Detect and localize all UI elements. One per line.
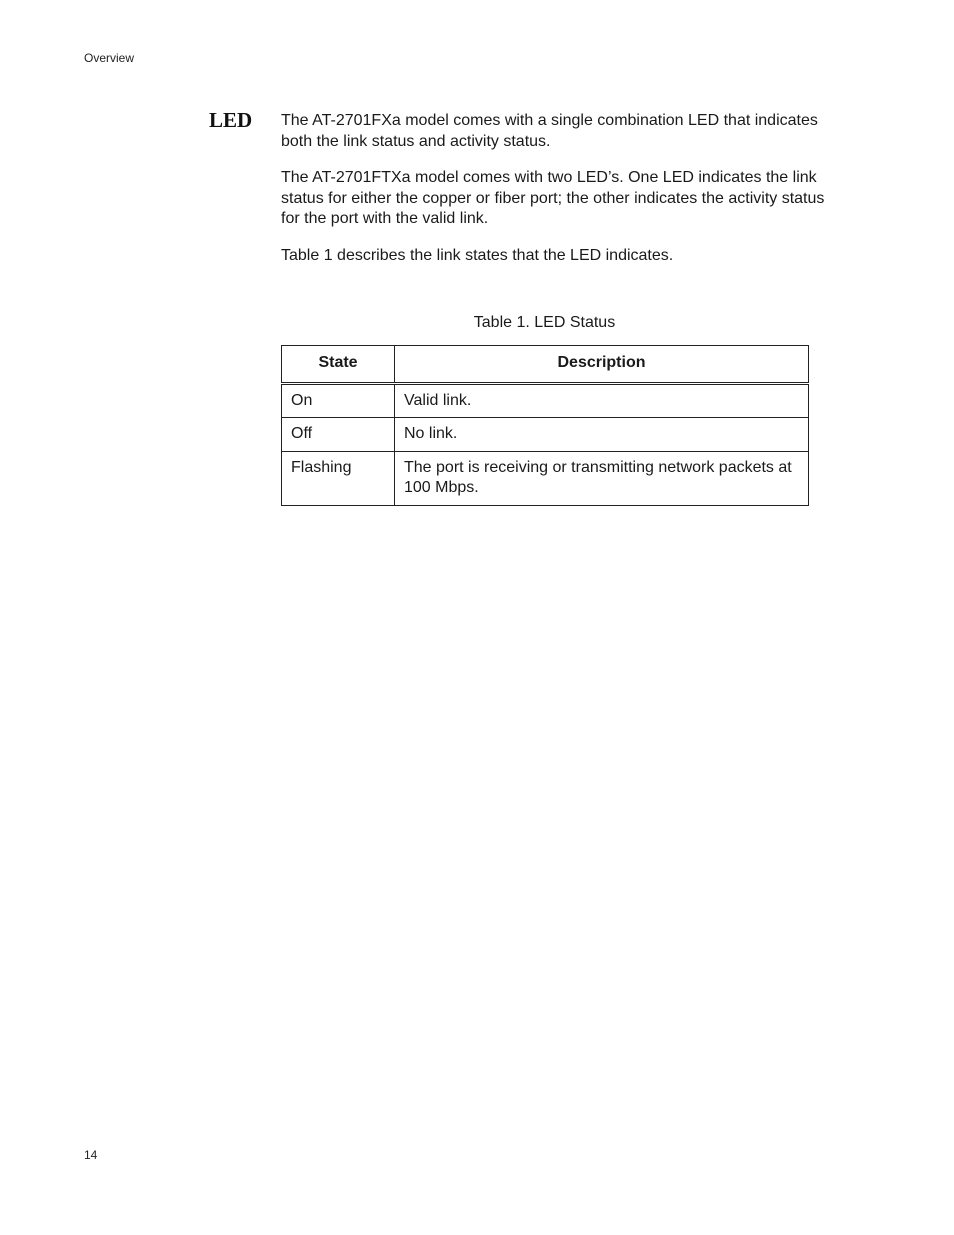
- led-status-table: [281, 345, 809, 506]
- column-header-description: Description: [395, 346, 809, 384]
- state-cell: Off: [282, 418, 395, 452]
- state-cell: On: [282, 383, 395, 418]
- section-body: [281, 111, 846, 282]
- table-row: [282, 383, 809, 418]
- running-header: Overview: [84, 51, 135, 65]
- table-header-row: [282, 346, 809, 384]
- section-heading: LED: [209, 108, 253, 132]
- paragraph-table-reference: Table 1 describes the link states that the LED indicates.: [281, 246, 674, 264]
- description-cell: No link.: [395, 418, 809, 452]
- paragraph-ftxa-model: The AT-2701FTXa model comes with two LED’s. One LED indicates the link status for either the copper or fiber port; the other indicates the activity status for the port with the valid link.: [281, 169, 825, 227]
- description-cell: Valid link.: [395, 383, 809, 418]
- table-caption: Table 1. LED Status: [473, 314, 616, 331]
- paragraph-fxa-model: The AT-2701FXa model comes with a single combination LED that indicates both the link status and activity status.: [281, 112, 818, 150]
- table-row: [282, 418, 809, 452]
- column-header-state: State: [282, 346, 395, 384]
- table-row: [282, 451, 809, 505]
- page-number: 14: [84, 1148, 98, 1162]
- state-cell: Flashing: [282, 451, 395, 505]
- description-cell: The port is receiving or transmitting network packets at 100 Mbps.: [395, 451, 809, 505]
